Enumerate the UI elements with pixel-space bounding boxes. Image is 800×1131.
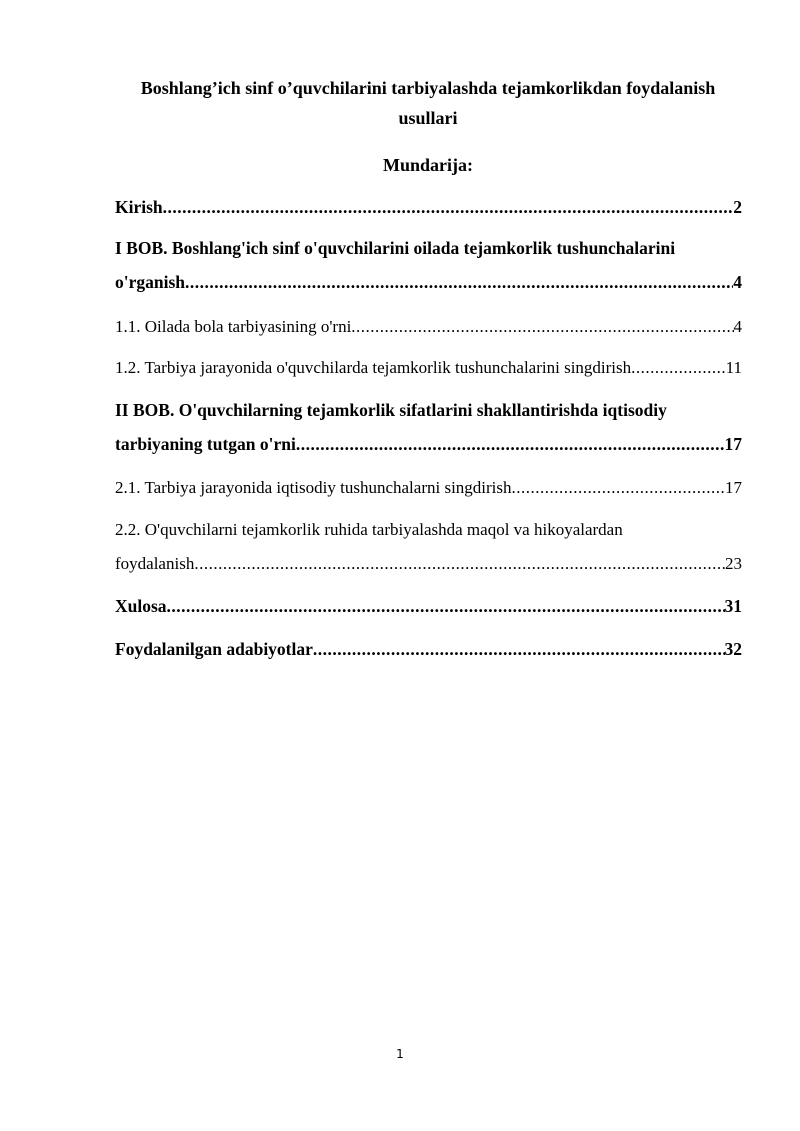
toc-leader-dots — [163, 190, 734, 224]
toc-entry-label: 1.2. Tarbiya jarayonida o'quvchilarda tejamkorlik tushunchalarini singdirish — [115, 358, 632, 377]
toc-entry-bob-1[interactable] — [115, 231, 742, 299]
toc-entry-kirish[interactable] — [115, 190, 742, 224]
toc-page-number: 31 — [724, 596, 742, 616]
toc-page-number: 11 — [725, 358, 742, 377]
toc-leader-dots — [185, 265, 733, 299]
toc-entry-label-line-1: 2.2. O'quvchilarni tejamkorlik ruhida tarbiyalashda maqol va hikoyalardan — [115, 520, 623, 539]
toc-entry-label: Xulosa — [115, 596, 167, 616]
toc-entry-label: 2.1. Tarbiya jarayonida iqtisodiy tushunchalarni singdirish — [115, 478, 512, 497]
toc-entry-label-line-2: o'rganish — [115, 272, 186, 292]
toc-entry-adabiyotlar[interactable] — [115, 632, 742, 666]
toc-entry-label: Foydalanilgan adabiyotlar — [115, 639, 313, 659]
toc-heading: Mundarija: — [383, 155, 473, 175]
toc-page-number: 17 — [725, 478, 742, 497]
toc-entry-label-line-2: foydalanish — [115, 554, 195, 573]
toc-leader-dots — [351, 310, 733, 344]
toc-entry-bob-2[interactable] — [115, 393, 742, 461]
toc-entry-section-2-1[interactable] — [115, 471, 742, 505]
toc-entry-section-1-2[interactable] — [115, 351, 742, 385]
toc-page-number: 2 — [733, 197, 742, 217]
toc-leader-dots — [631, 351, 725, 385]
toc-leader-dots — [194, 547, 725, 581]
toc-entry-section-1-1[interactable] — [115, 310, 742, 344]
document-title-line-2: usullari — [398, 108, 458, 128]
toc-page-number: 32 — [724, 639, 742, 659]
toc-entry-label-line-1: II BOB. O'quvchilarning tejamkorlik sifatlarini shakllantirishda iqtisodiy — [115, 400, 667, 420]
toc-leader-dots — [313, 632, 725, 666]
toc-page-number: 4 — [733, 272, 742, 292]
toc-page-number: 17 — [724, 434, 742, 454]
toc-page-number: 23 — [725, 554, 742, 573]
toc-leader-dots — [296, 427, 725, 461]
page-number: 1 — [396, 1047, 404, 1061]
toc-entry-xulosa[interactable] — [115, 589, 742, 623]
toc-leader-dots — [512, 471, 725, 505]
toc-entry-label: Kirish — [115, 197, 163, 217]
toc-entry-section-2-2[interactable] — [115, 513, 742, 581]
toc-entry-label: 1.1. Oilada bola tarbiyasining o'rni — [115, 317, 352, 336]
toc-entry-label-line-2: tarbiyaning tutgan o'rni — [115, 434, 296, 454]
document-title — [118, 73, 738, 133]
toc-page-number: 4 — [733, 317, 742, 336]
document-title-line-1: Boshlang’ich sinf o’quvchilarini tarbiyalashda tejamkorlikdan foydalanish — [140, 78, 716, 98]
toc-entry-label-line-1: I BOB. Boshlang'ich sinf o'quvchilarini oilada tejamkorlik tushunchalarini — [115, 238, 676, 258]
toc-leader-dots — [167, 589, 725, 623]
